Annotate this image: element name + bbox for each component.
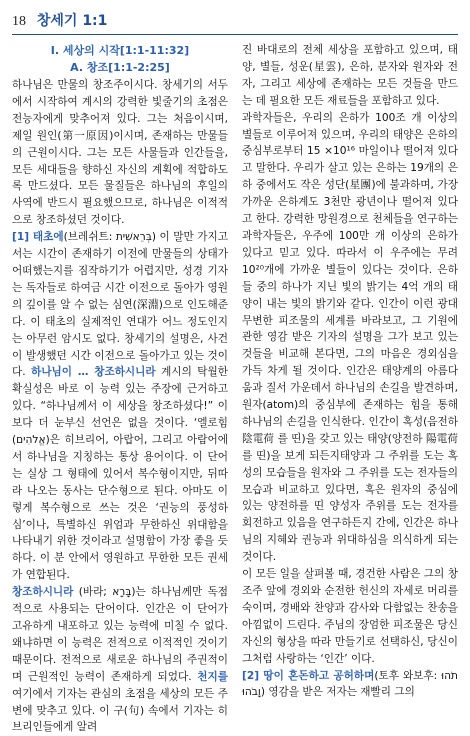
text-run: )는 하나님께만 독점적으로 사용되는 단어이다. 인간은 이 단어가 고유하게 내포하고 있는 능력에 미칠 수 없다. 왜냐하면 이 능력은 전적으로 이적적인 것이기 때문이다. 전적으로 새로운 하나님의 주권적이며 근원적인 능력이 존재하게 되었다. bbox=[12, 586, 228, 683]
keyword: 천지를 bbox=[197, 670, 228, 683]
hebrew-word: אֱלֹהִים bbox=[16, 434, 46, 447]
running-header bbox=[12, 10, 458, 32]
running-title: 창세기 1:1 bbox=[36, 13, 108, 29]
text-run: (토후 와보후: bbox=[374, 669, 442, 682]
section-heading: I. 세상의 시작[1:1-11:32] bbox=[50, 44, 190, 57]
hebrew-word: תֹהוּ וָבֹהוּ bbox=[242, 669, 458, 699]
keyword: 하나님이 … 창조하시니라 bbox=[31, 366, 156, 379]
text-run: ) 이 말만 가지고서는 시간이 존재하기 이전에 만물들의 상태가 어떠했는지를 짐작하기가 어렵지만, 성경 기자는 독자들로 하여금 시간 이전으로 돌아가 영원의 깊이를 알 수 없는 심연(深淵)으로 인도해준다. 이 태초의 실제적인 연대가 어느 정도인지는 아무런 암시도 없다. 창세기의 설명은, 사건이 발생했던 시간 이전으로 돌아가고 있는 것이다. bbox=[12, 231, 228, 379]
text-run: (바라; bbox=[73, 586, 113, 599]
hebrew-word: בְּרֵאשִׁית bbox=[115, 231, 152, 244]
bara-commentary bbox=[12, 584, 228, 736]
subsection-heading: A. 창조[1:1-2:25] bbox=[70, 61, 170, 74]
text-run: ) 영감을 받은 저자는 재빨리 그의 bbox=[260, 686, 415, 699]
right-column bbox=[242, 42, 458, 722]
continuation-paragraph: 진 바대로의 전체 세상을 포함하고 있으며, 태양, 별들, 성운(星雲), 은하, 분자와 원자와 전자, 그리고 세상에 존재하는 모든 것들을 만드는 데 필요한 모든 재료들을 포함하고 있다. bbox=[242, 44, 458, 107]
text-run: (브레쉬트: bbox=[63, 231, 116, 244]
left-column bbox=[12, 42, 229, 734]
header-rule bbox=[12, 34, 458, 35]
verse-tag: [1] 태초에 bbox=[12, 231, 64, 244]
verse-tag: [2] 땅이 혼돈하고 공허하며 bbox=[242, 669, 375, 682]
text-run: 계시의 탁월한 확실성은 바로 이 능력 있는 주장에 근거하고 있다. “하나님께서 이 세상을 창조하셨다!” 이보다 더 눈부신 선언은 없을 것이다. ‘엘로힘( bbox=[12, 366, 229, 447]
intro-paragraph: 하나님은 만물의 창조주이시다. 창세기의 서두에서 시작하여 계시의 강력한 빛줄기의 초점은 전능자에게 맞추어져 있다. 그는 처음이시며, 제일 원인(第一原因)이시며, 존재하는 만물들의 근원이시다. 그는 모든 사물들과 인간들을, 모든 세대들을 향하신 자신의 계획에 적합하도록 만드셨다. 모든 물질들은 하나님의 후일의 사역에 반드시 필요했으므로, 하나님은 이적적으로 창조하셨던 것이다. bbox=[12, 79, 228, 227]
worship-paragraph: 이 모든 일을 살펴볼 때, 경건한 사람은 그의 창조주 앞에 경외와 순전한 헌신의 자세로 머리를 숙이며, 경배와 찬양과 감사와 다함없는 찬송을 아낌없이 드린다. 주님의 장엄한 피조물은 당신 자신의 형상을 따라 만들기로 선택하신, 당신이 그처럼 사랑하는 ‘인간’ 이다. bbox=[242, 568, 458, 665]
text-run: )은 히브리어, 아랍어, 그리고 아람어에서 하나님을 지칭하는 통상 용어이다. 이 단어는 실상 그 형태에 있어서 복수형이지만, 뒤따라 나오는 동사는 단수형으로 된다. 아마도 이렇게 복수형으로 쓰는 것은 ‘권능의 풍성하심’이나, 특별하신 위엄과 무한하신 위대함을 나타내기 위한 것이라고 설명함이 가장 좋을 듯하다. 이 분 안에서 영원하고 무한한 모든 권세가 연합된다. bbox=[12, 434, 228, 582]
verse-1-commentary bbox=[12, 229, 228, 584]
keyword: 창조하시니라 bbox=[12, 586, 74, 599]
verse-2-commentary bbox=[242, 668, 458, 702]
page-number: 18 bbox=[12, 14, 26, 29]
text-run: 여기에서 기자는 관심의 초점을 세상의 모든 주변에 맞추고 있다. 이 구(句) 속에서 기자는 히브리인들에게 알려 bbox=[12, 687, 228, 734]
hebrew-word: בָּרָא bbox=[112, 586, 132, 599]
science-paragraph: 과학자들은, 우리의 은하가 100조 개 이상의 별들로 이루어져 있으며, 우리의 태양은 은하의 중심부로부터 15 ×10¹⁶ 마일이나 떨어져 있다고 말한다. 우리가 살고 있는 은하는 19개의 은하 중에서도 작은 성단(星團)에 불과하며, 가장 가까운 은하계도 3천만 광년이나 떨어져 있다고 한다. 강력한 망원경으로 천체들을 연구하는 과학자들은, 우주에 100만 개 이상의 은하가 있다고 믿고 있다. 따라서 이 우주에는 무려 10²⁰개에 가까운 별들이 있다는 것이다. 은하들 중의 하나가 지닌 빛의 밝기는 4억 개의 태양이 내는 빛의 밝기와 같다. 인간이 이런 광대무변한 피조물의 세계를 바라보고, 그 기원에 관한 영감 받은 기자의 설명을 그가 보고 있는 것들을 비교해 본다면, 그의 마음은 경외심을 가득 차게 될 것이다. 인간은 태양계의 아름다움과 질서 가운데서 하나님의 손길을 발견하며, 원자(atom)의 중심부에 존재하는 힘을 통해 하나님의 손길을 인식한다. 인간이 혹성(음전하 陰電荷 를 띤)을 갖고 있는 태양(양전하 陽電荷 를 띤)을 보게 되든지태양과 그 주위를 도는 혹성의 모습들을 원자와 그 주위를 도는 전자들의 모습과 비교하고 있다면, 혹은 원자의 중심에 있는 양전하를 띤 양성자 주위를 도는 전자를 회전하고 있음을 연구하든지 간에, 인간은 하나님의 지혜와 권능과 위대하심을 의식하게 되는 것이다. bbox=[242, 111, 458, 564]
